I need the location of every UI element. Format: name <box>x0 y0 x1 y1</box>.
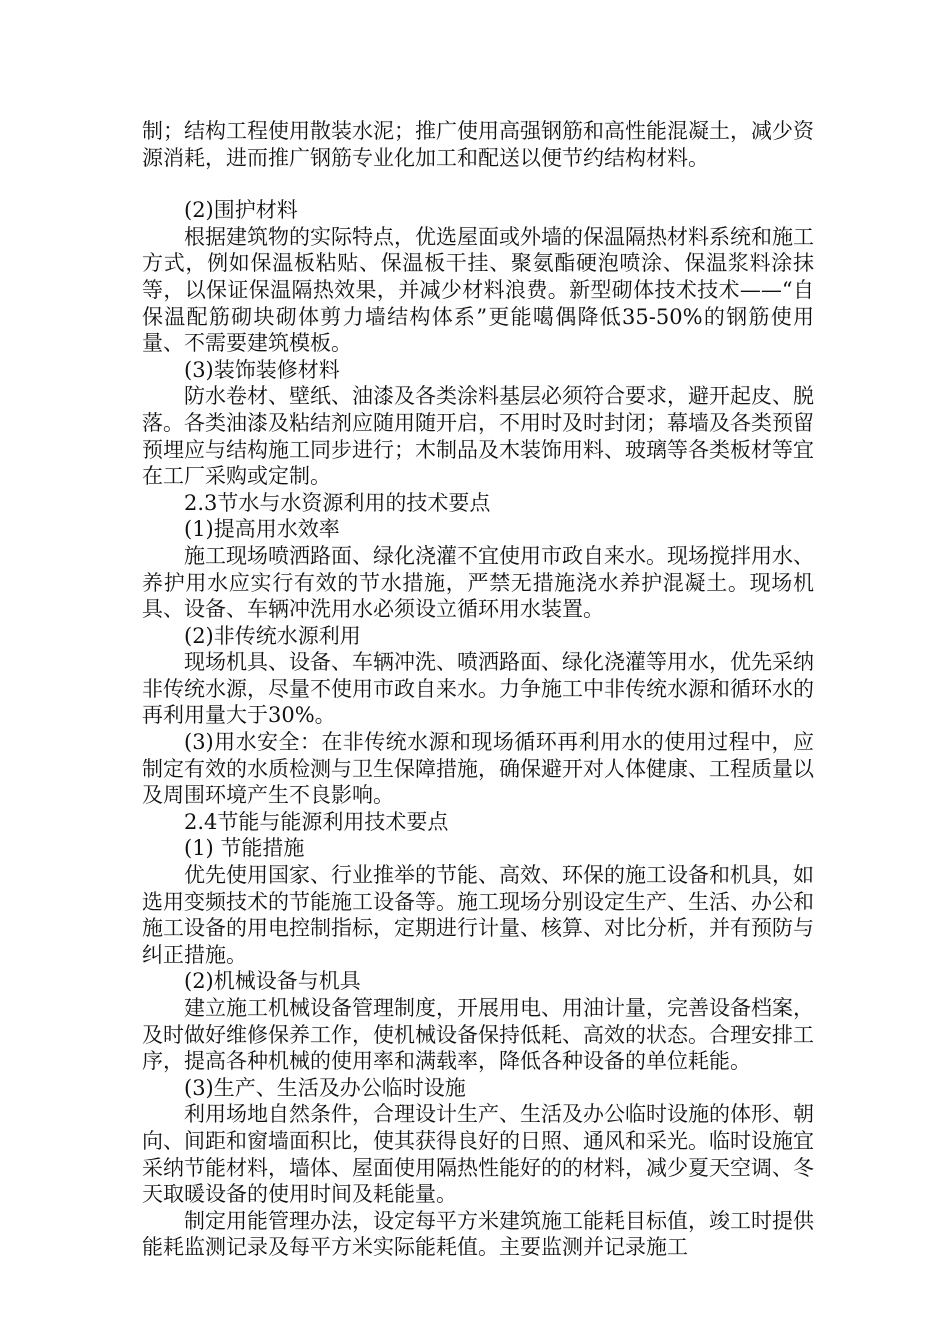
paragraph-water-safety: (3)用水安全：在非传统水源和现场循环再利用水的使用过程中，应制定有效的水质检测与卫生保障措施，确保避开对人体健康、工程质量以及周围环境产生不良影响。 <box>142 730 814 808</box>
paragraph-continuation: 制；结构工程使用散装水泥；推广使用高强钢筋和高性能混凝土，减少资源消耗，进而推广钢筋专业化加工和配送以便节约结构材料。 <box>142 119 814 170</box>
section-heading-water-saving: 2.3节水与水资源利用的技术要点 <box>184 490 491 515</box>
paragraph: 制定用能管理办法，设定每平方米建筑施工能耗目标值，竣工时提供能耗监测记录及每平方米实际能耗值。主要监测并记录施工 <box>142 1208 814 1260</box>
section-heading-decoration-materials: (3)装饰装修材料 <box>184 357 340 382</box>
document-page <box>142 118 814 1261</box>
section-heading-energy-saving: 2.4节能与能源利用技术要点 <box>184 809 449 834</box>
paragraph-spacer <box>142 171 814 197</box>
section-heading-enclosure-materials: (2)围护材料 <box>184 198 298 223</box>
paragraph: 施工现场喷洒路面、绿化浇灌不宜使用市政自来水。现场搅拌用水、养护用水应实行有效的节水措施，严禁无措施浇水养护混凝土。现场机具、设备、车辆冲洗用水必须设立循环用水装置。 <box>142 543 814 622</box>
paragraph: 防水卷材、壁纸、油漆及各类涂料基层必须符合要求，避开起皮、脱落。各类油漆及粘结剂应随用随开启，不用时及时封闭；幕墙及各类预留预埋应与结构施工同步进行；木制品及木装饰用料、玻璃等各类板材等宜在工厂采购或定制。 <box>142 384 814 489</box>
paragraph: 优先使用国家、行业推举的节能、高效、环保的施工设备和机具，如选用变频技术的节能施工设备等。施工现场分别设定生产、生活、办公和施工设备的用电控制指标，定期进行计量、核算、对比分析，并有预防与纠正措施。 <box>142 863 814 967</box>
paragraph: 现场机具、设备、车辆冲洗、喷洒路面、绿化浇灌等用水，优先采纳非传统水源，尽量不使用市政自来水。力争施工中非传统水源和循环水的再利用量大于30%。 <box>142 650 814 728</box>
paragraph: 建立施工机械设备管理制度，开展用电、用油计量，完善设备档案，及时做好维修保养工作，使机械设备保持低耗、高效的状态。合理安排工序，提高各种机械的使用率和满载率，降低各种设备的单位耗能。 <box>142 996 814 1074</box>
section-heading-water-efficiency: (1)提高用水效率 <box>184 517 340 542</box>
section-heading-non-traditional-water: (2)非传统水源利用 <box>184 623 361 648</box>
paragraph: 利用场地自然条件，合理设计生产、生活及办公临时设施的体形、朝向、间距和窗墙面积比，使其获得良好的日照、通风和采光。临时设施宜采纳节能材料，墙体、屋面使用隔热性能好的的材料，减少夏天空调、冬天取暖设备的使用时间及耗能量。 <box>142 1102 814 1207</box>
section-heading-energy-measures: (1) 节能措施 <box>184 836 305 861</box>
section-heading-machinery: (2)机械设备与机具 <box>184 969 361 994</box>
section-heading-temporary-facilities: (3)生产、生活及办公临时设施 <box>184 1075 466 1100</box>
paragraph: 根据建筑物的实际特点，优选屋面或外墙的保温隔热材料系统和施工方式，例如保温板粘贴、保温板干挂、聚氨酯硬泡喷涂、保温浆料涂抹等，以保证保温隔热效果，并减少材料浪费。新型砌体技术技术——“自保温配筋砌块砌体剪力墙结构体系”更能噶偶降低35-50%的钢筋使用量、不需要建筑模板。 <box>142 224 814 356</box>
